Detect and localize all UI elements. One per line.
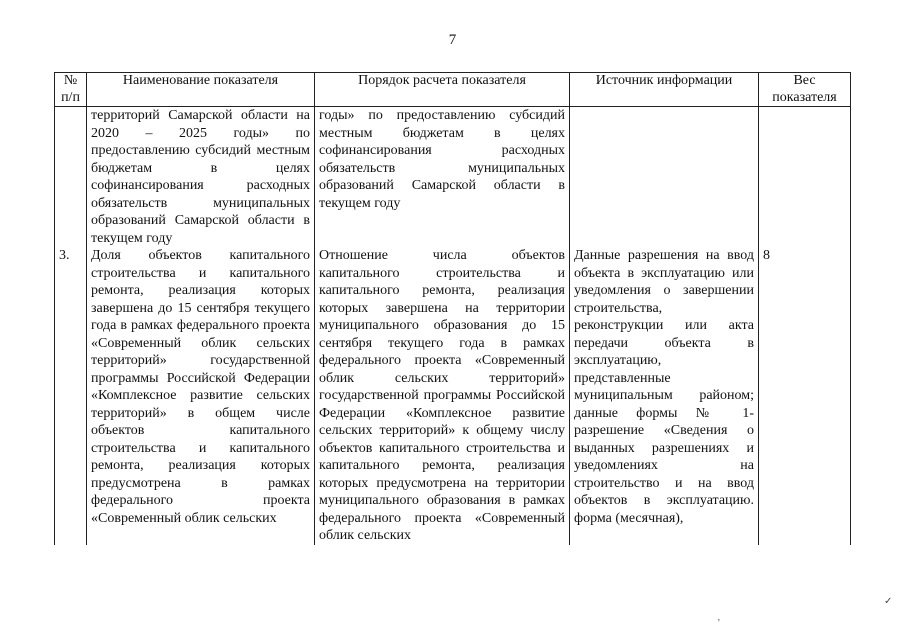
row-indicator-name: Доля объектов капитального строительства и капитального ремонта, реализация которых завершена до 15 сентября текущего года в рамках федерального проекта «Современный облик сельских территорий» государственной программы Российской Федерации «Комплексное развитие сельских территорий» в общем числе объектов капитального строительства и капитального ремонта, реализация которых предусмотрена в рамках федерального проекта «Современный облик сельских xyxy=(87,247,315,545)
row-indicator-name: территорий Самарской области на 2020 – 2025 годы» по предоставлению субсидий местным бюджетам в целях софинансирования расходных обязательств муниципальных образований Самарской области в текущем году xyxy=(87,107,315,248)
row-information-source: Данные разрешения на ввод объекта в эксплуатацию или уведомления о завершении строительства, реконструкции или акта передачи объекта в эксплуатацию, представленные муниципальным районом; данные формы № 1-разрешение «Сведения о выданных разрешениях и уведомлениях на строительство и на ввод объектов в эксплуатацию. форма (месячная), xyxy=(570,247,759,545)
header-number: № п/п xyxy=(55,73,87,107)
scan-mark: ✓ xyxy=(884,596,893,607)
table-header xyxy=(55,73,851,107)
header-calculation-method: Порядок расчета показателя xyxy=(315,73,570,107)
row-number xyxy=(55,107,87,248)
header-row xyxy=(55,73,851,107)
header-indicator-weight: Вес показателя xyxy=(759,73,851,107)
indicator-table xyxy=(54,72,851,545)
row-information-source xyxy=(570,107,759,248)
table-row xyxy=(55,107,851,248)
row-number: 3. xyxy=(55,247,87,545)
header-information-source: Источник информации xyxy=(570,73,759,107)
row-weight xyxy=(759,107,851,248)
row-calculation-method: годы» по предоставлению субсидий местным бюджетам в целях софинансирования расходных обязательств муниципальных образований Самарской области в текущем году xyxy=(315,107,570,248)
page-number: 7 xyxy=(448,32,457,48)
table-row xyxy=(55,247,851,545)
row-weight: 8 xyxy=(759,247,851,545)
header-indicator-name: Наименование показателя xyxy=(87,73,315,107)
scan-mark: ' xyxy=(718,618,720,629)
row-calculation-method: Отношение числа объектов капитального строительства и капитального ремонта, реализация которых завершена на территории муниципального образования до 15 сентября текущего года в рамках федерального проекта «Современный облик сельских территорий» государственной программы Российской Федерации «Комплексное развитие сельских территорий» к общему числу объектов капитального строительства и капитального ремонта, реализация которых предусмотрена на территории муниципального образования в рамках федерального проекта «Современный облик сельских xyxy=(315,247,570,545)
